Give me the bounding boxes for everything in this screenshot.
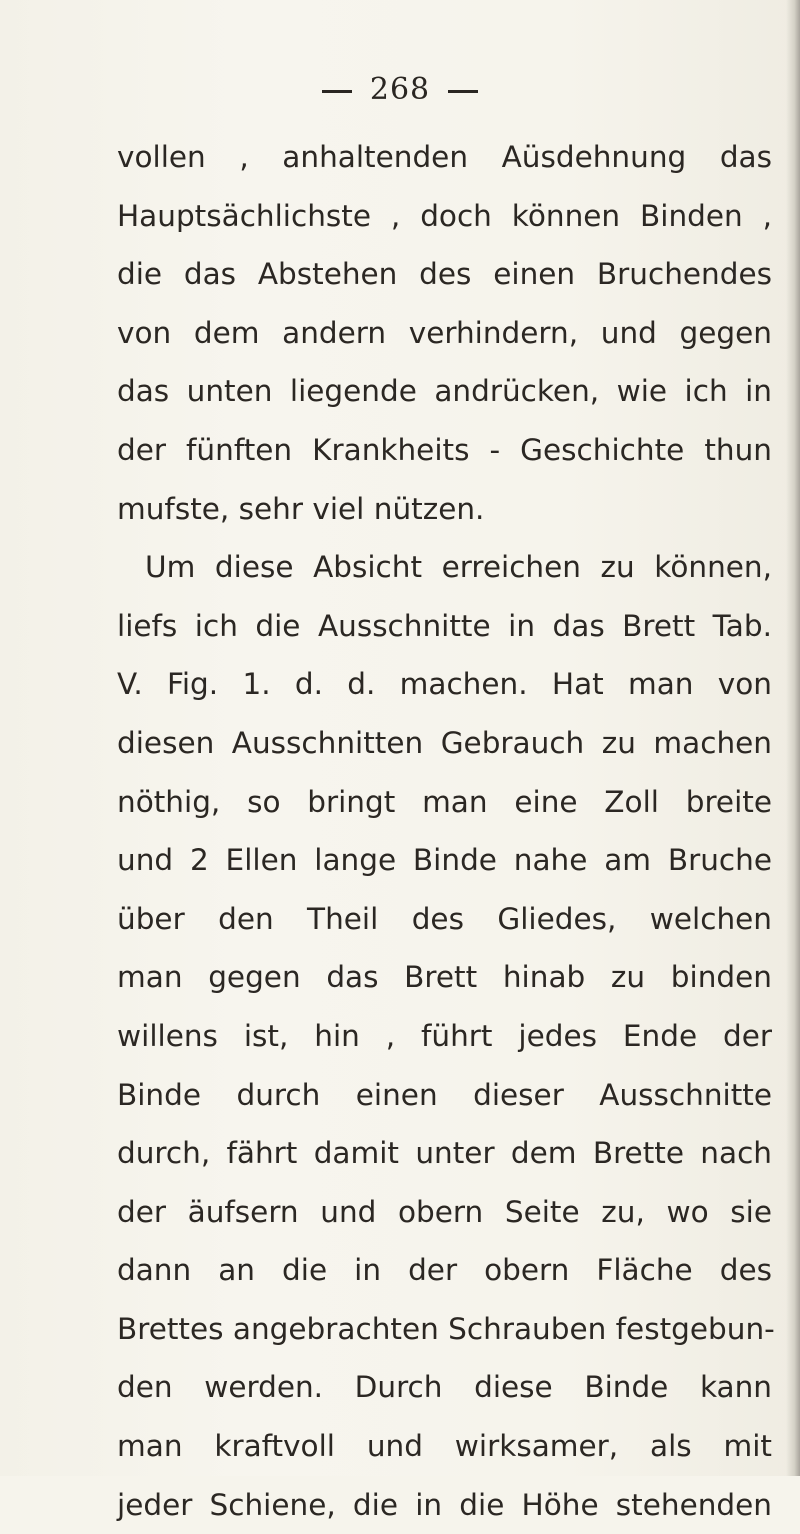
text-line: und 2 Ellen lange Binde nahe am Bruche — [117, 843, 772, 878]
text-line: Um diese Absicht erreichen zu können, — [145, 550, 772, 585]
text-line: durch, fährt damit unter dem Brette nach — [117, 1136, 772, 1171]
text-line: Brettes angebrachten Schrauben festgebun- — [117, 1311, 775, 1346]
body-text — [117, 128, 775, 1534]
text-line: das unten liegende andrücken, wie ich in — [117, 374, 772, 409]
header-dash-left — [322, 90, 352, 93]
header-dash-right — [448, 90, 478, 93]
text-line: die das Abstehen des einen Bruchendes — [117, 257, 772, 292]
text-line: der fünften Krankheits - Geschichte thun — [117, 432, 772, 467]
page-header — [0, 72, 800, 107]
text-line: jeder Schiene, die in die Höhe stehenden — [117, 1487, 772, 1522]
text-line: dann an die in der obern Fläche des — [117, 1253, 772, 1288]
text-line: diesen Ausschnitten Gebrauch zu machen — [117, 725, 772, 760]
page-edge — [786, 0, 800, 1476]
text-line: liefs ich die Ausschnitte in das Brett Tab. — [117, 608, 772, 643]
text-line: von dem andern verhindern, und gegen — [117, 315, 772, 350]
page-number: 268 — [369, 72, 431, 107]
text-line: man gegen das Brett hinab zu binden — [117, 960, 772, 995]
text-line: den werden. Durch diese Binde kann — [117, 1370, 772, 1405]
text-line: mufste, sehr viel nützen. — [117, 491, 485, 526]
text-line: über den Theil des Gliedes, welchen — [117, 901, 772, 936]
text-line: vollen , anhaltenden Aüsdehnung das — [117, 140, 772, 174]
text-line: nöthig, so bringt man eine Zoll breite — [117, 784, 772, 819]
text-line: der äufsern und obern Seite zu, wo sie — [117, 1194, 772, 1229]
text-line: willens ist, hin , führt jedes Ende der — [117, 1018, 772, 1053]
text-line: V. Fig. 1. d. d. machen. Hat man von — [117, 667, 772, 702]
text-line: man kraftvoll und wirksamer, als mit — [117, 1429, 772, 1464]
text-line: Hauptsächlichste , doch können Binden , — [117, 198, 772, 233]
text-line: Binde durch einen dieser Ausschnitte — [117, 1077, 772, 1112]
